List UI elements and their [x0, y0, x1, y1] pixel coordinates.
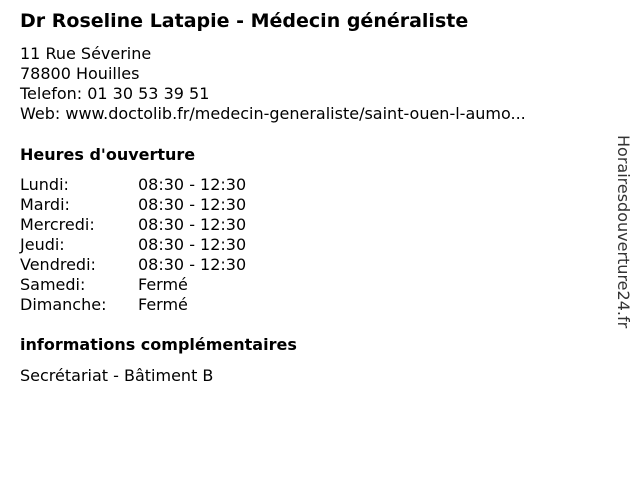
- address-city: 78800 Houilles: [20, 64, 140, 83]
- hours-heading: Heures d'ouverture: [20, 145, 196, 164]
- hours-time: 08:30 - 12:30: [138, 195, 247, 214]
- hours-time: 08:30 - 12:30: [138, 215, 247, 234]
- info-heading: informations complémentaires: [20, 335, 297, 354]
- hours-time: 08:30 - 12:30: [138, 235, 247, 254]
- address-block: [20, 44, 526, 124]
- hours-day: Dimanche:: [20, 295, 107, 314]
- website-link: Web: www.doctolib.fr/medecin-generaliste/saint-ouen-l-aumo...: [20, 104, 526, 123]
- hours-time: 08:30 - 12:30: [138, 175, 247, 194]
- hours-day: Lundi:: [20, 175, 69, 194]
- hours-time: Fermé: [138, 275, 188, 294]
- phone-number: Telefon: 01 30 53 39 51: [20, 84, 210, 103]
- address-street: 11 Rue Séverine: [20, 44, 152, 63]
- hours-time: 08:30 - 12:30: [138, 255, 247, 274]
- hours-day: Mercredi:: [20, 215, 95, 234]
- site-watermark: [611, 135, 635, 370]
- hours-time: Fermé: [138, 295, 188, 314]
- hours-day: Vendredi:: [20, 255, 96, 274]
- hours-day: Jeudi:: [20, 235, 65, 254]
- info-text: Secrétariat - Bâtiment B: [20, 366, 214, 385]
- hours-day: Mardi:: [20, 195, 70, 214]
- hours-day: Samedi:: [20, 275, 86, 294]
- page-title: Dr Roseline Latapie - Médecin généraliste: [20, 10, 469, 32]
- watermark-text: Horairesdouverture24.fr: [614, 135, 633, 329]
